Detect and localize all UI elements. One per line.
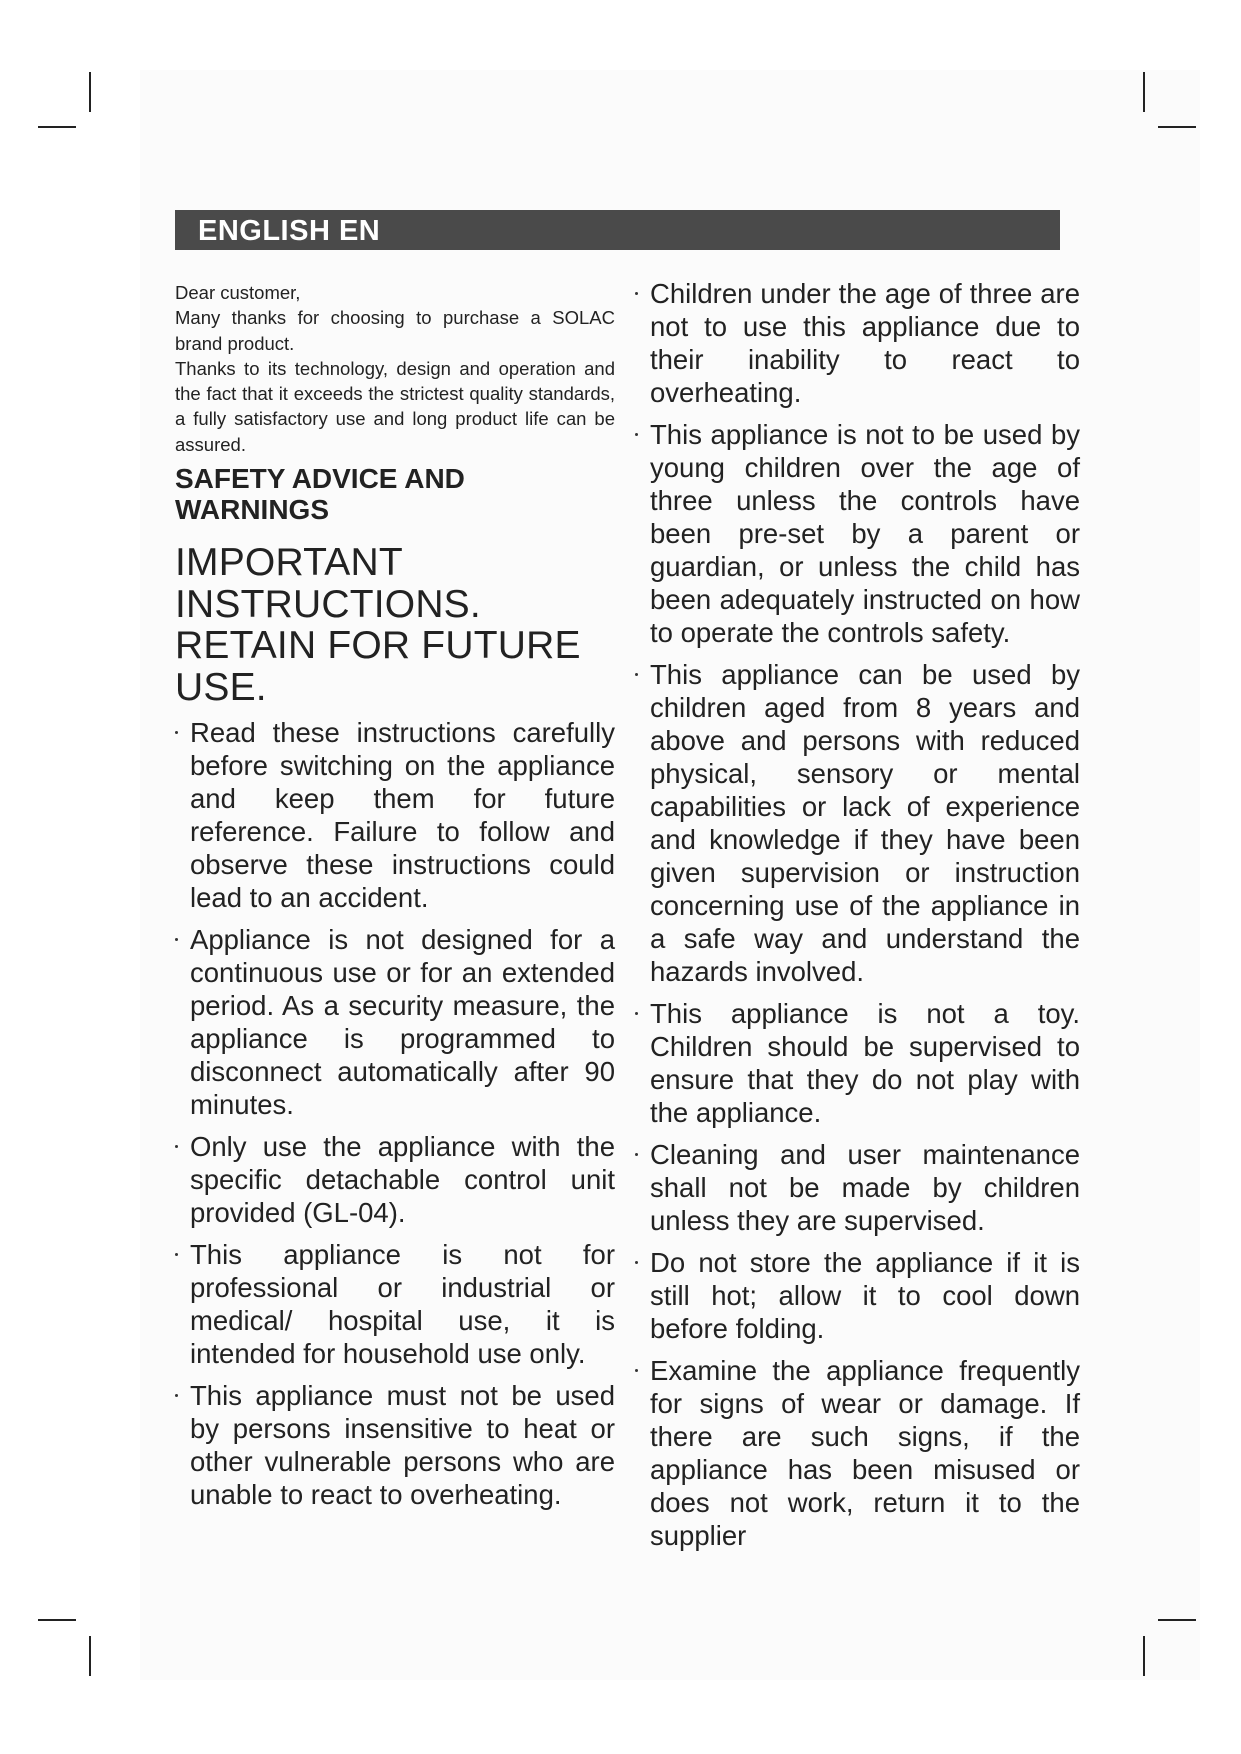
list-item-text: This appliance is not for professional or industrial or medical/ hospital use, it is intended for household use only. — [190, 1239, 615, 1370]
bullet-icon — [175, 731, 178, 734]
list-item-text: Appliance is not designed for a continuous use or for an extended period. As a security measure, the appliance is programmed to disconnect automatically after 90 minutes. — [190, 924, 615, 1121]
crop-mark-top-right-vertical — [1143, 72, 1145, 112]
crop-mark-bottom-right-vertical — [1143, 1636, 1145, 1676]
list-item-text: This appliance must not be used by persons insensitive to heat or other vulnerable persons who are unable to react to overheating. — [190, 1380, 615, 1511]
intro-greeting: Dear customer, — [175, 282, 301, 303]
bullet-icon — [635, 1261, 638, 1264]
crop-mark-bottom-right-horizontal — [1158, 1619, 1196, 1621]
list-item-text: This appliance can be used by children aged from 8 years and above and persons with reduced physical, sensory or mental capabilities or lack of experience and knowledge if they have been given supervision or instruction concerning use of the appliance in a safe way and understand the hazards involved. — [650, 659, 1080, 987]
list-item-text: Children under the age of three are not to use this appliance due to their inability to react to overheating. — [650, 278, 1080, 408]
intro-quality: Thanks to its technology, design and operation and the fact that it exceeds the strictest quality standards, a fully satisfactory use and long product life can be assured. — [175, 357, 615, 455]
bullet-icon — [175, 1394, 178, 1397]
list-item — [175, 923, 615, 1121]
bullet-icon — [635, 1153, 638, 1156]
list-item — [635, 418, 1080, 649]
bullet-icon — [175, 1253, 178, 1256]
list-item-text: This appliance is not a toy. Children should be supervised to ensure that they do not play with the appliance. — [650, 998, 1080, 1128]
list-item-text: Read these instructions carefully before switching on the appliance and keep them for future reference. Failure to follow and observe these instructions could lead to an accident. — [190, 717, 615, 914]
bullet-icon — [635, 1369, 638, 1372]
list-item — [175, 1379, 615, 1511]
crop-mark-top-left-horizontal — [38, 126, 76, 128]
list-item — [635, 1354, 1080, 1552]
crop-mark-bottom-left-vertical — [89, 1636, 91, 1676]
list-item — [175, 1238, 615, 1370]
language-header-title: ENGLISH EN — [198, 215, 381, 247]
right-column — [635, 277, 1080, 1561]
list-item — [635, 1138, 1080, 1237]
crop-mark-bottom-left-horizontal — [38, 1619, 76, 1621]
language-header-bar — [175, 210, 1060, 250]
list-item-text: Examine the appliance frequently for signs of wear or damage. If there are such signs, if the appliance has been misused or does not work, return it to the supplier — [650, 1355, 1080, 1551]
list-item — [635, 1246, 1080, 1345]
crop-mark-top-right-horizontal — [1158, 126, 1196, 128]
crop-mark-top-left-vertical — [89, 72, 91, 112]
important-instructions-heading: IMPORTANT INSTRUCTIONS. RETAIN FOR FUTURE USE. — [175, 541, 581, 709]
bullet-icon — [635, 292, 638, 295]
list-item-text: Only use the appliance with the specific detachable control unit provided (GL-04). — [190, 1131, 615, 1229]
bullet-icon — [635, 1012, 638, 1015]
left-bullet-list — [175, 716, 615, 1511]
right-bullet-list — [635, 277, 1080, 1552]
list-item — [635, 277, 1080, 409]
bullet-icon — [635, 673, 638, 676]
list-item-text: Do not store the appliance if it is still hot; allow it to cool down before folding. — [650, 1247, 1080, 1344]
bullet-icon — [635, 433, 638, 436]
list-item-text: Cleaning and user maintenance shall not be made by children unless they are supervised. — [650, 1139, 1080, 1236]
intro-text — [175, 280, 615, 457]
intro-thanks: Many thanks for choosing to purchase a SOLAC brand product. — [175, 307, 615, 354]
list-item-text: This appliance is not to be used by young children over the age of three unless the controls have been pre-set by a parent or guardian, or unless the child has been adequately instructed on how to operate the controls safety. — [650, 419, 1080, 648]
safety-title: SAFETY ADVICE AND WARNINGS — [175, 463, 465, 526]
left-column — [175, 280, 615, 1520]
bullet-icon — [175, 938, 178, 941]
list-item — [175, 716, 615, 914]
list-item — [175, 1130, 615, 1229]
bullet-icon — [175, 1145, 178, 1148]
list-item — [635, 997, 1080, 1129]
list-item — [635, 658, 1080, 988]
